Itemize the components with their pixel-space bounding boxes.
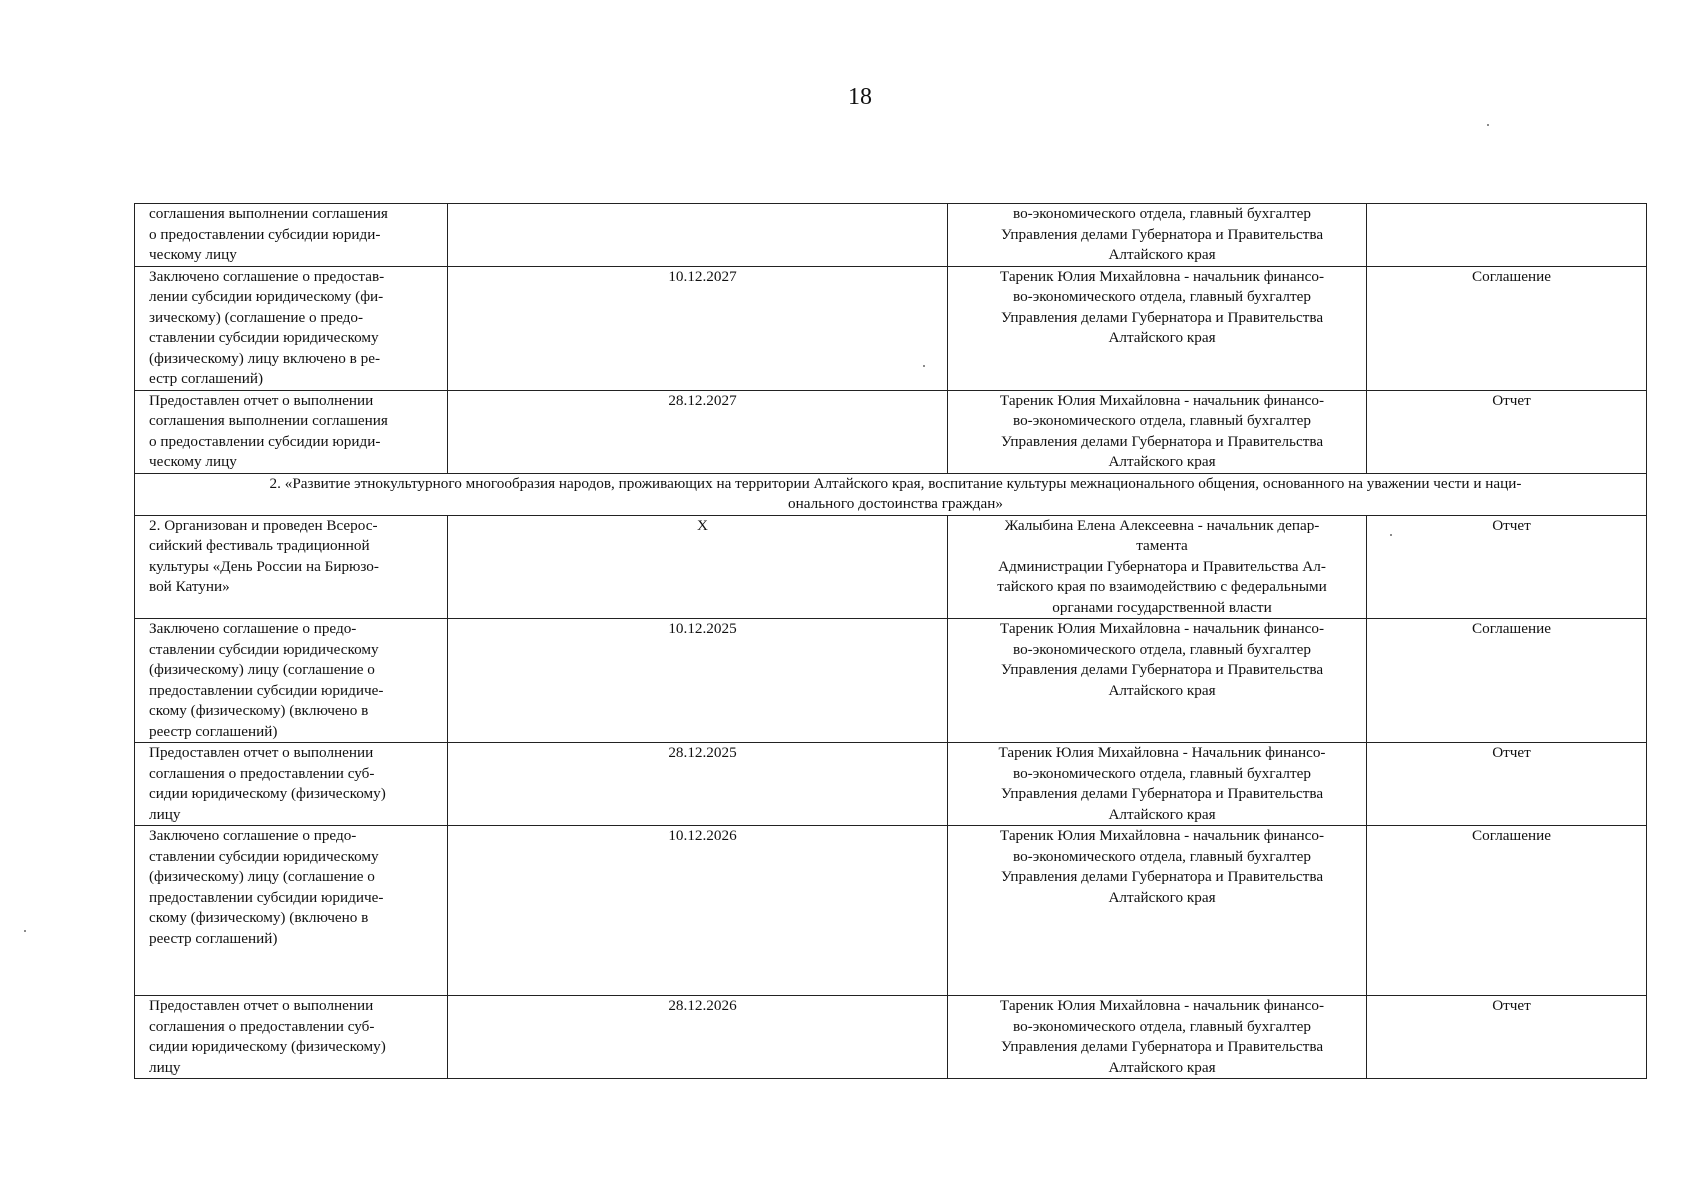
responsible-cell: [948, 996, 1367, 1079]
event-cell: [135, 266, 448, 390]
date-cell: [448, 266, 948, 390]
document-type-cell-text: Отчет: [1492, 997, 1531, 1014]
document-type-cell-text: Отчет: [1492, 744, 1531, 761]
page-number: 18: [848, 84, 872, 110]
document-type-cell-text: Соглашение: [1472, 267, 1551, 285]
date-cell: [448, 515, 948, 619]
date-cell: [448, 743, 948, 826]
event-cell-text: Предоставлен отчет о выполнении соглашения о предоставлении суб- сидии юридическому (физическому) лицу: [149, 997, 386, 1076]
schedule-table: [134, 203, 1647, 1079]
responsible-cell-text: Тареник Юлия Михайловна - начальник финансо- во-экономического отдела, главный бухгалтер Управления делами Губернатора и Правительства Алтайского края: [999, 997, 1325, 1076]
section-heading: [135, 473, 1647, 515]
date-cell-text: 10.12.2027: [668, 267, 737, 285]
table-row: [135, 515, 1647, 619]
responsible-cell-text: Тареник Юлия Михайловна - начальник финансо- во-экономического отдела, главный бухгалтер Управления делами Губернатора и Правительства Алтайского края: [999, 391, 1325, 470]
date-cell: [448, 826, 948, 996]
responsible-cell: [948, 266, 1367, 390]
section-heading-row: [135, 473, 1647, 515]
document-type-cell: [1367, 266, 1647, 390]
responsible-cell: [948, 390, 1367, 473]
document-type-cell: [1367, 204, 1647, 267]
document-type-cell: [1367, 619, 1647, 743]
date-cell-text: 28.12.2025: [668, 744, 737, 761]
date-cell-text: 28.12.2027: [668, 391, 737, 409]
responsible-cell: [948, 826, 1367, 996]
responsible-cell-text: Тареник Юлия Михайловна - Начальник финансо- во-экономического отдела, главный бухгалтер Управления делами Губернатора и Правительства Алтайского края: [998, 744, 1326, 823]
event-cell: [135, 204, 448, 267]
table-row: [135, 204, 1647, 267]
date-cell-text: 28.12.2026: [668, 997, 737, 1014]
date-cell: [448, 996, 948, 1079]
document-type-cell-text: Отчет: [1492, 391, 1531, 409]
responsible-cell: [948, 743, 1367, 826]
document-type-cell-text: Отчет: [1492, 516, 1531, 534]
table-row: [135, 266, 1647, 390]
responsible-cell-text: во-экономического отдела, главный бухгалтер Управления делами Губернатора и Правительства Алтайского края: [1000, 205, 1324, 263]
event-cell-text: Заключено соглашение о предостав- лении субсидии юридическому (фи- зическому) (соглашение о предо- ставлении субсидии юридическому (физическому) лицу включено в ре- естр соглашений): [149, 267, 385, 387]
document-type-cell: [1367, 390, 1647, 473]
section-heading-text: 2. «Развитие этнокультурного многообразия народов, проживающих на территории Алтайского края, воспитание культуры межнационального общения, основанного на уважении чести и наци- онального достоинства граждан»: [269, 474, 1522, 512]
document-type-cell-text: Соглашение: [1472, 620, 1551, 637]
table-row: [135, 619, 1647, 743]
document-type-cell: [1367, 996, 1647, 1079]
date-cell: [448, 204, 948, 267]
event-cell-text: Заключено соглашение о предо- ставлении субсидии юридическому (физическому) лицу (соглашение о предоставлении субсидии юридиче- скому (физическому) (включено в реестр соглашений): [149, 827, 384, 947]
table-row: [135, 743, 1647, 826]
date-cell-text: X: [697, 516, 708, 534]
table-row: [135, 826, 1647, 996]
event-cell: [135, 390, 448, 473]
scan-speck: [1487, 124, 1489, 126]
responsible-cell: [948, 619, 1367, 743]
scan-speck: [24, 930, 26, 932]
document-type-cell: [1367, 743, 1647, 826]
responsible-cell-text: Тареник Юлия Михайловна - начальник финансо- во-экономического отдела, главный бухгалтер Управления делами Губернатора и Правительства Алтайского края: [999, 620, 1325, 699]
responsible-cell-text: Тареник Юлия Михайловна - начальник финансо- во-экономического отдела, главный бухгалтер Управления делами Губернатора и Правительства Алтайского края: [999, 267, 1325, 346]
event-cell-text: Предоставлен отчет о выполнении соглашения о предоставлении суб- сидии юридическому (физическому) лицу: [149, 744, 386, 823]
responsible-cell-text: Жалыбина Елена Алексеевна - начальник депар- тамента Администрации Губернатора и Правительства Ал- тайского края по взаимодействию с федеральными органами государственной власти: [997, 516, 1327, 616]
document-type-cell-text: Соглашение: [1472, 827, 1551, 844]
date-cell-text: 10.12.2025: [668, 620, 737, 637]
responsible-cell-text: Тареник Юлия Михайловна - начальник финансо- во-экономического отдела, главный бухгалтер Управления делами Губернатора и Правительства Алтайского края: [999, 827, 1325, 906]
event-cell-text: 2. Организован и проведен Всерос- сийский фестиваль традиционной культуры «День России на Бирюзо- вой Катуни»: [149, 516, 379, 595]
document-type-cell: [1367, 826, 1647, 996]
event-cell-text: Заключено соглашение о предо- ставлении субсидии юридическому (физическому) лицу (соглашение о предоставлении субсидии юридиче- скому (физическому) (включено в реестр соглашений): [149, 620, 384, 740]
event-cell: [135, 515, 448, 619]
document-type-cell: [1367, 515, 1647, 619]
table-row: [135, 996, 1647, 1079]
date-cell-text: 10.12.2026: [668, 827, 737, 844]
event-cell: [135, 996, 448, 1079]
date-cell: [448, 619, 948, 743]
date-cell: [448, 390, 948, 473]
event-cell: [135, 619, 448, 743]
event-cell: [135, 743, 448, 826]
event-cell: [135, 826, 448, 996]
responsible-cell: [948, 204, 1367, 267]
event-cell-text: Предоставлен отчет о выполнении соглашения выполнении соглашения о предоставлении субсидии юриди- ческому лицу: [149, 391, 388, 470]
event-cell-text: соглашения выполнении соглашения о предоставлении субсидии юриди- ческому лицу: [149, 205, 388, 263]
table-row: [135, 390, 1647, 473]
responsible-cell: [948, 515, 1367, 619]
